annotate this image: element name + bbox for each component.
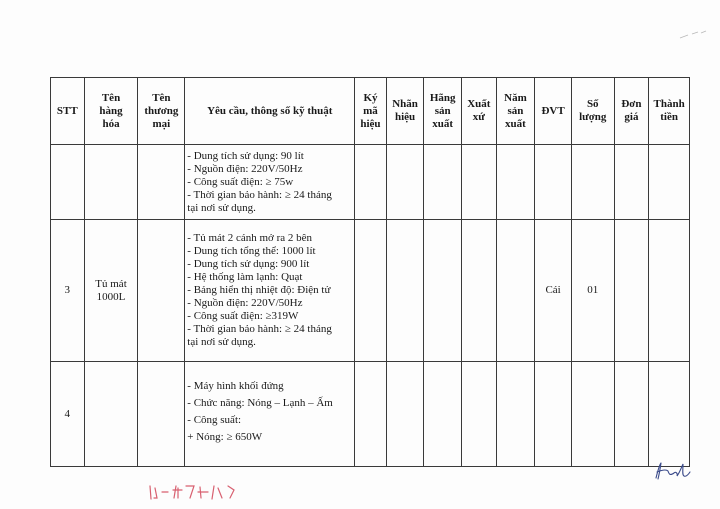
header-line: hàng — [99, 104, 123, 117]
cell-ky-ma-hieu — [355, 362, 387, 467]
cell-ten-hang-hoa — [84, 145, 138, 220]
spec-line: - Bảng hiển thị nhiệt độ: Điện tử — [187, 284, 331, 296]
table-row — [51, 220, 690, 362]
header-line: Năm — [504, 91, 527, 104]
spec-line: - Nguồn điện: 220V/50Hz — [187, 162, 303, 175]
header-line: Ký — [363, 91, 378, 104]
cell-ten-hang-hoa — [84, 362, 138, 467]
header-line: Tên — [101, 91, 121, 104]
header-line: Số — [586, 98, 599, 110]
header-thanh-tien — [649, 78, 690, 145]
cell-stt: 4 — [51, 362, 85, 467]
table-header-row — [51, 78, 690, 145]
handwritten-signature — [652, 460, 692, 482]
cell-dvt — [535, 362, 572, 467]
cell-ky-ma-hieu — [355, 220, 387, 362]
header-yeu-cau: Yêu cầu, thông số kỹ thuật — [185, 78, 355, 145]
header-so-luong — [571, 78, 614, 145]
cell-xuat-xu — [462, 220, 497, 362]
header-line: sản — [507, 104, 524, 117]
header-line: Đơn — [621, 98, 642, 110]
cell-ten-thuong-mai — [138, 220, 185, 362]
spec-line: - Dung tích sử dụng: 900 lít — [187, 258, 310, 270]
header-dvt: ĐVT — [535, 78, 572, 145]
cell-thanh-tien — [649, 145, 690, 220]
header-line: xứ — [472, 111, 485, 123]
spec-line: - Thời gian bảo hành: ≥ 24 tháng — [187, 323, 332, 335]
spec-line: tại nơi sử dụng. — [187, 201, 256, 214]
header-line: Tên — [152, 91, 171, 104]
cell-hang-san-xuat — [424, 362, 462, 467]
cell-xuat-xu — [462, 362, 497, 467]
cell-specs — [185, 220, 355, 362]
cell-nhan-hieu — [386, 145, 424, 220]
cell-ten-thuong-mai — [138, 362, 185, 467]
spec-line: - Thời gian bảo hành: ≥ 24 tháng — [187, 188, 332, 201]
spec-line: - Công suất: — [187, 414, 242, 426]
header-ten-hang-hoa — [84, 78, 138, 145]
header-line: xuất — [432, 117, 454, 130]
spec-line: - Chức năng: Nóng – Lạnh – Ấm — [187, 397, 333, 409]
cell-so-luong — [571, 362, 614, 467]
spec-line: - Tủ mát 2 cánh mở ra 2 bên — [187, 232, 313, 244]
header-ten-thuong-mai — [138, 78, 185, 145]
header-line: Hãng — [429, 91, 456, 104]
header-line: xuất — [505, 117, 526, 130]
specification-table — [50, 77, 690, 467]
cell-nam-san-xuat — [496, 220, 535, 362]
spec-line: + Nóng: ≥ 650W — [187, 431, 263, 443]
cell-nam-san-xuat — [496, 362, 535, 467]
table-row — [51, 362, 690, 467]
header-line: Nhãn — [392, 98, 418, 110]
header-line: thương — [144, 104, 179, 117]
header-line: hóa — [102, 117, 120, 130]
header-line: Thành — [653, 98, 685, 110]
spec-line: - Dung tích sử dụng: 90 lít — [187, 149, 304, 162]
red-stamp-fragment — [148, 482, 238, 502]
cell-dvt: Cái — [535, 220, 572, 362]
header-line: giá — [624, 111, 639, 123]
header-line: hiệu — [360, 117, 381, 130]
cell-ten-hang-hoa: Tủ mát 1000L — [84, 220, 138, 362]
cell-hang-san-xuat — [424, 145, 462, 220]
cell-hang-san-xuat — [424, 220, 462, 362]
cell-ky-ma-hieu — [355, 145, 387, 220]
header-line: mã — [363, 104, 378, 117]
cell-don-gia — [614, 145, 649, 220]
header-line: Xuất — [467, 98, 491, 110]
cell-stt — [51, 145, 85, 220]
cell-so-luong: 01 — [571, 220, 614, 362]
corner-pencil-mark — [678, 30, 708, 40]
cell-dvt — [535, 145, 572, 220]
cell-nam-san-xuat — [496, 145, 535, 220]
header-line: lượng — [579, 111, 607, 123]
cell-specs — [185, 362, 355, 467]
header-line: mại — [152, 117, 171, 130]
cell-thanh-tien — [649, 220, 690, 362]
header-don-gia — [614, 78, 649, 145]
cell-nhan-hieu — [386, 220, 424, 362]
spec-line: - Máy hình khối đứng — [187, 380, 284, 392]
spec-line: tại nơi sử dụng. — [187, 336, 256, 348]
header-line: tiền — [660, 111, 678, 123]
header-hang-san-xuat — [424, 78, 462, 145]
header-ky-ma-hieu — [355, 78, 387, 145]
spec-line: - Nguồn điện: 220V/50Hz — [187, 297, 303, 309]
cell-xuat-xu — [462, 145, 497, 220]
header-line: sản — [434, 104, 451, 117]
cell-so-luong — [571, 145, 614, 220]
spec-line: - Dung tích tổng thể: 1000 lít — [187, 245, 316, 257]
header-nam-san-xuat — [496, 78, 535, 145]
spec-line: - Công suất điện: ≥319W — [187, 310, 299, 322]
cell-thanh-tien — [649, 362, 690, 467]
cell-don-gia — [614, 362, 649, 467]
header-stt: STT — [51, 78, 85, 145]
cell-don-gia — [614, 220, 649, 362]
header-xuat-xu — [462, 78, 497, 145]
spec-line: - Hệ thống làm lạnh: Quạt — [187, 271, 303, 283]
header-nhan-hieu — [386, 78, 424, 145]
cell-ten-thuong-mai — [138, 145, 185, 220]
cell-nhan-hieu — [386, 362, 424, 467]
spec-line: - Công suất điện: ≥ 75w — [187, 175, 294, 188]
table-row — [51, 145, 690, 220]
header-line: hiệu — [394, 111, 416, 123]
cell-specs — [185, 145, 355, 220]
cell-stt: 3 — [51, 220, 85, 362]
